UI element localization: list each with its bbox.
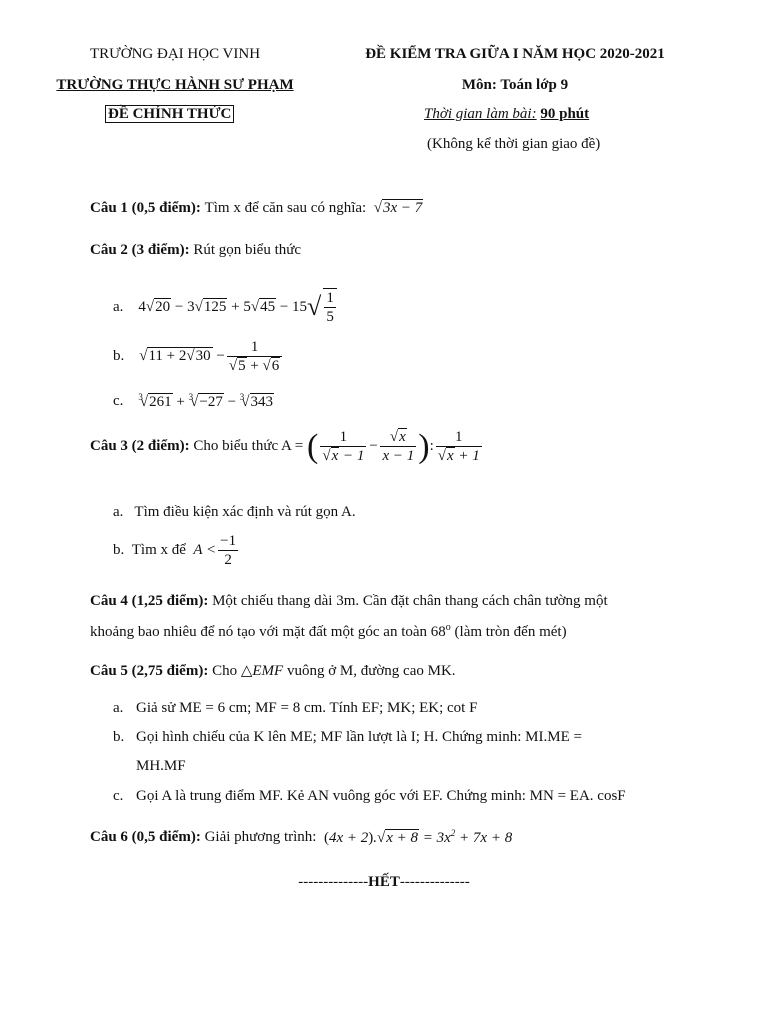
question-5: [90, 661, 456, 680]
q1-formula: √ 3x − 7: [374, 200, 424, 217]
question-4: [90, 593, 608, 610]
end-dash-right: --------------: [399, 874, 470, 890]
q3-formula: ( 1 √ x − 1 − √ $\frac{x}{x - 1}$ ) : 1 √ x + 1: [307, 428, 484, 465]
q2-label: Câu 2 (3 điểm):: [90, 242, 190, 258]
official-label: ĐỀ CHÍNH THỨC: [105, 105, 234, 123]
q5-text-b: vuông ở M, đường cao MK.: [286, 663, 456, 679]
exam-time: [424, 106, 589, 123]
question-3: [90, 428, 484, 465]
q2-item-b: [113, 338, 284, 375]
school-name: TRƯỜNG ĐẠI HỌC VINH: [89, 46, 261, 62]
q2-letter-b: b.: [113, 348, 125, 364]
q5-text-b-line1: Gọi hình chiếu của K lên ME; MF lần lượt là I; H. Chứng minh: MI.ME =: [136, 729, 582, 745]
q5-text-a: Cho: [212, 663, 238, 679]
q6-text: Giải phương trình:: [204, 829, 317, 845]
q5-letter-a: a.: [113, 700, 124, 716]
q2-letter-c: c.: [113, 393, 124, 409]
q4-degree: o: [445, 622, 451, 633]
q2-item-a: [113, 288, 339, 326]
q2-item-c: [113, 392, 274, 411]
q2-letter-a: a.: [113, 298, 124, 315]
q3-inequality: A < $\frac{-1}{2}$: [193, 533, 237, 568]
q5-triangle: △EMF: [240, 663, 284, 679]
q3-text-b: Tìm x để: [131, 542, 186, 558]
exam-subject: Môn: Toán lớp 9: [461, 77, 569, 93]
sub-school-name: TRƯỜNG THỰC HÀNH SƯ PHẠM: [56, 77, 294, 93]
q2-formula-b: √ 11 + 2√ 30 − 1 √ 5 + √ 6: [139, 338, 284, 375]
q3-label: Câu 3 (2 điểm):: [90, 438, 190, 454]
time-note: (Không kể thời gian giao đề): [427, 136, 601, 152]
q3-letter-b: b.: [113, 542, 125, 558]
question-4-cont: [90, 622, 567, 641]
time-value: 90 phút: [540, 106, 590, 122]
exam-title: ĐỀ KIỂM TRA GIỮA I NĂM HỌC 2020-2021: [365, 46, 665, 62]
q3-letter-a: a.: [113, 504, 124, 520]
q2-text: Rút gọn biểu thức: [193, 242, 302, 258]
q5-item-a: [113, 700, 123, 717]
q5-text-b-line2: MH.MF: [136, 758, 186, 774]
question-1: [90, 200, 423, 217]
official-stamp: [105, 106, 234, 123]
q5-text-c-line: Gọi A là trung điểm MF. Kẻ AN vuông góc với EF. Chứng minh: MN = EA. cosF: [136, 788, 626, 804]
end-dash-left: --------------: [298, 874, 369, 890]
q2-formula-c: $^3$√ 261 + $^3$√ −27 − $^3$√ 343: [138, 392, 274, 411]
q4-label: Câu 4 (1,25 điểm):: [90, 593, 209, 609]
q3-text: Cho biểu thức A =: [193, 438, 304, 454]
q5-label: Câu 5 (2,75 điểm):: [90, 663, 209, 679]
q4-line1: Một chiếu thang dài 3m. Cần đặt chân thang cách chân tường một: [212, 593, 608, 609]
q5-letter-b: b.: [113, 729, 125, 745]
q5-item-c: [113, 788, 123, 805]
q5-item-b: [113, 729, 124, 746]
time-label: Thời gian làm bài:: [424, 106, 537, 122]
q1-label: Câu 1 (0,5 điểm):: [90, 200, 201, 216]
q4-line2-b: (làm tròn đến mét): [450, 624, 567, 640]
q3-item-b: [113, 532, 240, 569]
q3-item-a: [113, 504, 356, 521]
q5-letter-c: c.: [113, 788, 124, 804]
end-marker: [0, 874, 768, 891]
q1-text: Tìm x để căn sau có nghĩa:: [204, 200, 367, 216]
q6-equation: (4x + 2).√ $x + 8 = 3x^2 + 7x + 8$: [324, 828, 512, 847]
q4-line2-a: khoảng bao nhiêu để nó tạo với mặt đất một góc an toàn 68: [90, 624, 446, 640]
q6-label: Câu 6 (0,5 điểm):: [90, 829, 201, 845]
q3-text-a: Tìm điều kiện xác định và rút gọn A.: [134, 504, 356, 520]
q2-formula-a: 4 √ 20 − 3 √ 125 + 5 √ 45 − 15 √ $\frac{1}{5}$: [138, 288, 338, 326]
question-2: [90, 242, 301, 259]
q5-text-a-line: Giả sử ME = 6 cm; MF = 8 cm. Tính EF; MK; EK; cot F: [136, 700, 478, 716]
question-6: [90, 828, 512, 847]
end-label: HẾT: [368, 874, 400, 890]
